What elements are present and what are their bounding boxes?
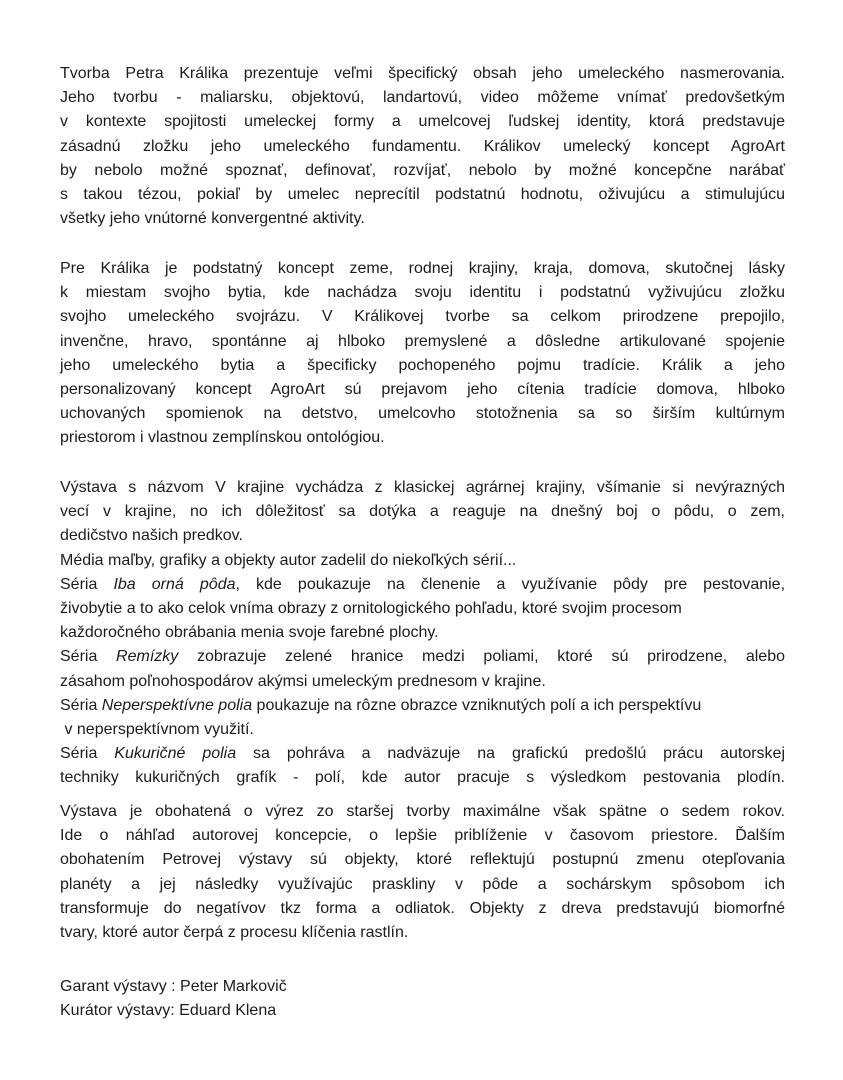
text-line: priestorom i vlastnou zemplínskou ontológiou.: [60, 429, 385, 447]
garant-credit: Garant výstavy : Peter Markovič: [60, 978, 287, 995]
paragraph-supplement: [60, 800, 785, 945]
text-line: každoročného obrábania menia svoje farebné plochy.: [60, 624, 439, 642]
text-line: personalizovaný koncept AgroArt sú prejavom jeho cítenia tradície domova, hlboko: [60, 381, 785, 399]
text-line: jeho umeleckého bytia a špecificky pochopeného pojmu tradície. Králik a jeho: [60, 356, 785, 374]
text-line: s takou tézou, pokiaľ by umelec neprecítil podstatnú hodnotu, oživujúcu a stimulujúcu: [60, 186, 785, 204]
paragraph-exhibition: [60, 476, 785, 791]
series-line-remizky: [60, 645, 785, 669]
paragraph-intro: [60, 62, 785, 231]
text-fragment: zobrazuje zelené hranice medzi poliami, ktoré sú prirodzene, alebo: [178, 648, 786, 666]
series-line-orna-poda: [60, 573, 785, 597]
text-fragment: Séria: [60, 745, 115, 763]
text-line: planéty a jej následky využívajúc praskliny v pôde a sochárskym spôsobom ich: [60, 875, 785, 893]
text-line: Výstava s názvom V krajine vychádza z klasickej agrárnej krajiny, všímanie si nevýrazných: [60, 479, 785, 496]
text-line: svojho umeleckého svojrázu. V Králikovej tvorbe sa celkom prirodzene prepojilo,: [60, 308, 785, 326]
text-line: Výstava je obohatená o výrez zo staršej tvorby maximálne však spätne o sedem rokov.: [60, 803, 785, 820]
text-line: zásadnú zložku jeho umeleckého fundamentu. Králikov umelecký koncept AgroArt: [60, 137, 785, 155]
series-title: Remízky: [116, 648, 179, 666]
text-line: dedičstvo našich predkov.: [60, 527, 243, 545]
text-line: Tvorba Petra Králika prezentuje veľmi špecifický obsah jeho umeleckého nasmerovania.: [60, 65, 785, 82]
series-title: Iba orná pôda: [113, 575, 236, 593]
text-line: transformuje do negatívov tkz forma a odliatok. Objekty z dreva predstavujú biomorfné: [60, 899, 785, 917]
text-line: k miestam svojho bytia, kde nachádza svoju identitu i podstatnú vyživujúcu zložku: [60, 284, 785, 302]
text-fragment: sa pohráva a nadväzuje na grafickú predošlú prácu autorskej: [236, 745, 786, 763]
text-fragment: Séria: [60, 648, 117, 666]
text-fragment: Séria: [60, 575, 114, 593]
series-line-neperspektivne: [60, 694, 785, 718]
curator-credit: Kurátor výstavy: Eduard Klena: [60, 1002, 277, 1020]
text-fragment: Séria: [60, 696, 102, 714]
text-line: všetky jeho vnútorné konvergentné aktivity.: [60, 210, 365, 228]
text-line: obohatením Petrovej výstavy sú objekty, ktoré reflektujú postupnú zmenu otepľovania: [60, 851, 785, 869]
series-title: Neperspektívne polia: [101, 696, 253, 714]
text-line: živobytie a to ako celok vníma obrazy z ornitologického pohľadu, ktoré svojim procesom: [60, 600, 682, 618]
text-fragment: , kde poukazuje na členenie a využívanie pôdy pre pestovanie,: [235, 575, 786, 593]
text-line: Ide o náhľad autorovej koncepcie, o lepšie priblíženie v časovom priestore. Ďalším: [60, 827, 785, 845]
text-line: Média maľby, grafiky a objekty autor zadelil do niekoľkých sérií...: [60, 551, 517, 569]
text-line: by nebolo možné spoznať, definovať, rozvíjať, nebolo by možné koncepčne narábať: [60, 161, 785, 179]
text-line: uchovaných spomienok na detstvo, umelcovho stotožnenia sa so širším kultúrnym: [60, 405, 785, 423]
series-title: Kukuričné polia: [114, 745, 237, 763]
series-line-kukuricne: [60, 742, 785, 766]
paragraph-concept: [60, 257, 785, 451]
text-line: v neperspektívnom využití.: [60, 721, 254, 739]
text-line: vecí v krajine, no ich dôležitosť sa dotýka a reaguje na dnešný boj o pôdu, o zem,: [60, 503, 785, 521]
text-fragment: poukazuje na rôzne obrazce vzniknutých polí a ich perspektívu: [252, 696, 702, 714]
credits-block: [60, 975, 785, 1023]
text-line: techniky kukuričných grafík - polí, kde autor pracuje s výsledkom pestovania plodín.: [60, 769, 785, 787]
text-line: invenčne, hravo, spontánne aj hlboko premyslené a dôsledne artikulované spojenie: [60, 332, 785, 350]
text-line: zásahom poľnohospodárov akýmsi umeleckým prednesom v krajine.: [60, 672, 546, 690]
text-line: Jeho tvorbu - maliarsku, objektovú, landartovú, video môžeme vnímať predovšetkým: [60, 89, 785, 107]
text-line: tvary, ktoré autor čerpá z procesu klíčenia rastlín.: [60, 924, 409, 942]
text-line: v kontexte spojitosti umeleckej formy a umelcovej ľudskej identity, ktorá predstavuje: [60, 113, 785, 131]
text-line: Pre Králika je podstatný koncept zeme, rodnej krajiny, kraja, domova, skutočnej lásky: [60, 260, 785, 277]
